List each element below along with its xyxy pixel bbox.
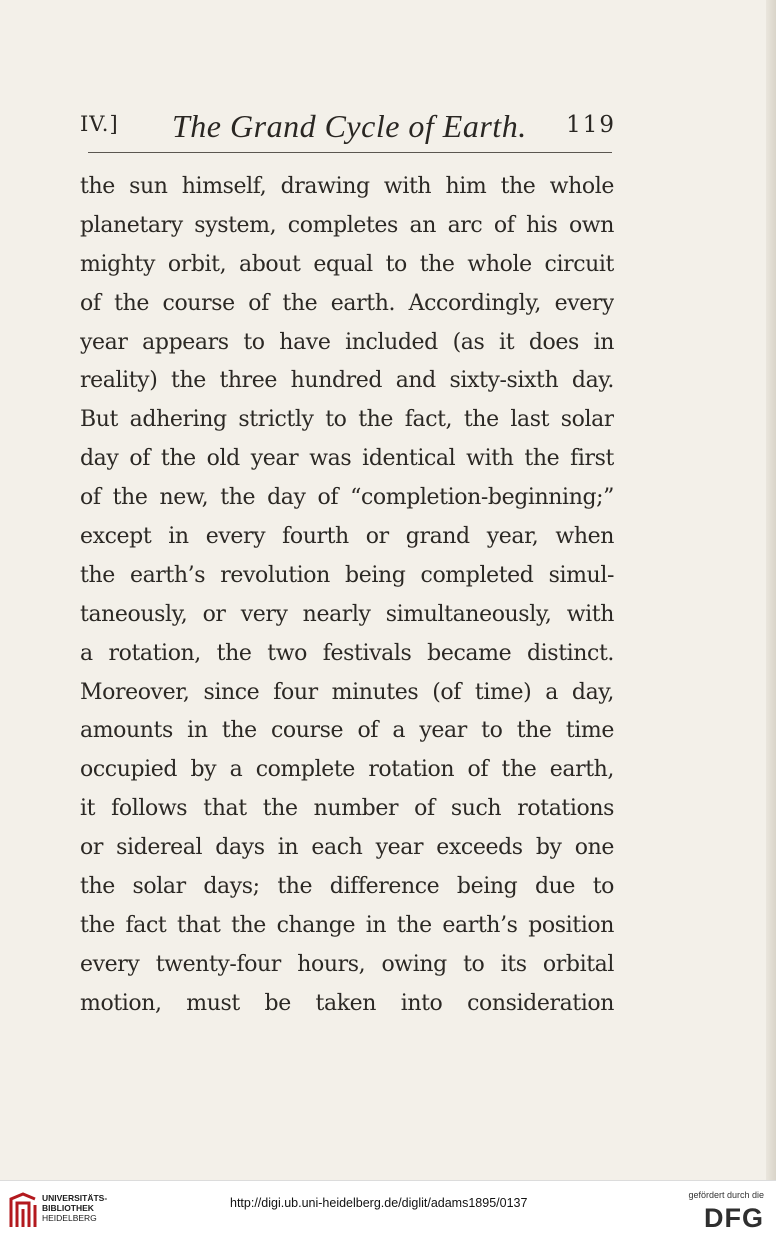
page-edge-shadow [766,0,776,1180]
dfg-logo: DFG [704,1203,764,1233]
text-line: or sidereal days in each year exceeds by one [80,835,614,861]
text-line: the earth’s revolution being completed simul- [80,562,614,588]
sponsor-caption: gefördert durch die [688,1190,764,1200]
text-line: reality) the three hundred and sixty-sixth day. [80,368,614,394]
text-line: of the new, the day of “completion-beginning;” [80,485,614,511]
text-line: amounts in the course of a year to the time [80,718,614,744]
digitization-footer [0,1180,776,1239]
text-line: But adhering strictly to the fact, the last solar [80,407,614,433]
text-line: every twenty-four hours, owing to its orbital [80,951,614,977]
library-name [42,1193,107,1223]
text-line: Moreover, since four minutes (of time) a day, [80,679,614,705]
library-name-line: HEIDELBERG [42,1213,97,1223]
text-line: year appears to have included (as it does in [80,329,614,355]
page-number: 119 [566,112,616,138]
text-line: planetary system, completes an arc of his own [80,212,614,238]
header-rule [88,152,612,153]
text-line: mighty orbit, about equal to the whole circuit [80,251,614,277]
university-library-logo-icon [8,1191,38,1231]
text-line: a rotation, the two festivals became distinct. [80,640,614,666]
text-line: of the course of the earth. Accordingly, every [80,290,614,316]
text-line: day of the old year was identical with the first [80,446,614,472]
library-name-line: UNIVERSITÄTS- [42,1193,108,1203]
text-line: it follows that the number of such rotations [80,796,614,822]
page-header [80,108,616,148]
text-line: the fact that the change in the earth’s position [80,912,614,938]
permalink[interactable]: http://digi.ub.uni-heidelberg.de/diglit/adams1895/0137 [230,1196,528,1210]
text-line: occupied by a complete rotation of the earth, [80,757,614,783]
library-name-line: BIBLIOTHEK [42,1203,94,1213]
text-line: motion, must be taken into consideration [80,990,614,1016]
running-title: The Grand Cycle of Earth. [172,108,527,144]
text-line: except in every fourth or grand year, when [80,524,614,550]
text-line: taneously, or very nearly simultaneously, with [80,601,614,627]
text-line: the solar days; the difference being due to [80,874,614,900]
text-line: the sun himself, drawing with him the whole [80,174,614,199]
chapter-number: IV.] [80,112,119,136]
body-paragraph [80,168,614,1024]
